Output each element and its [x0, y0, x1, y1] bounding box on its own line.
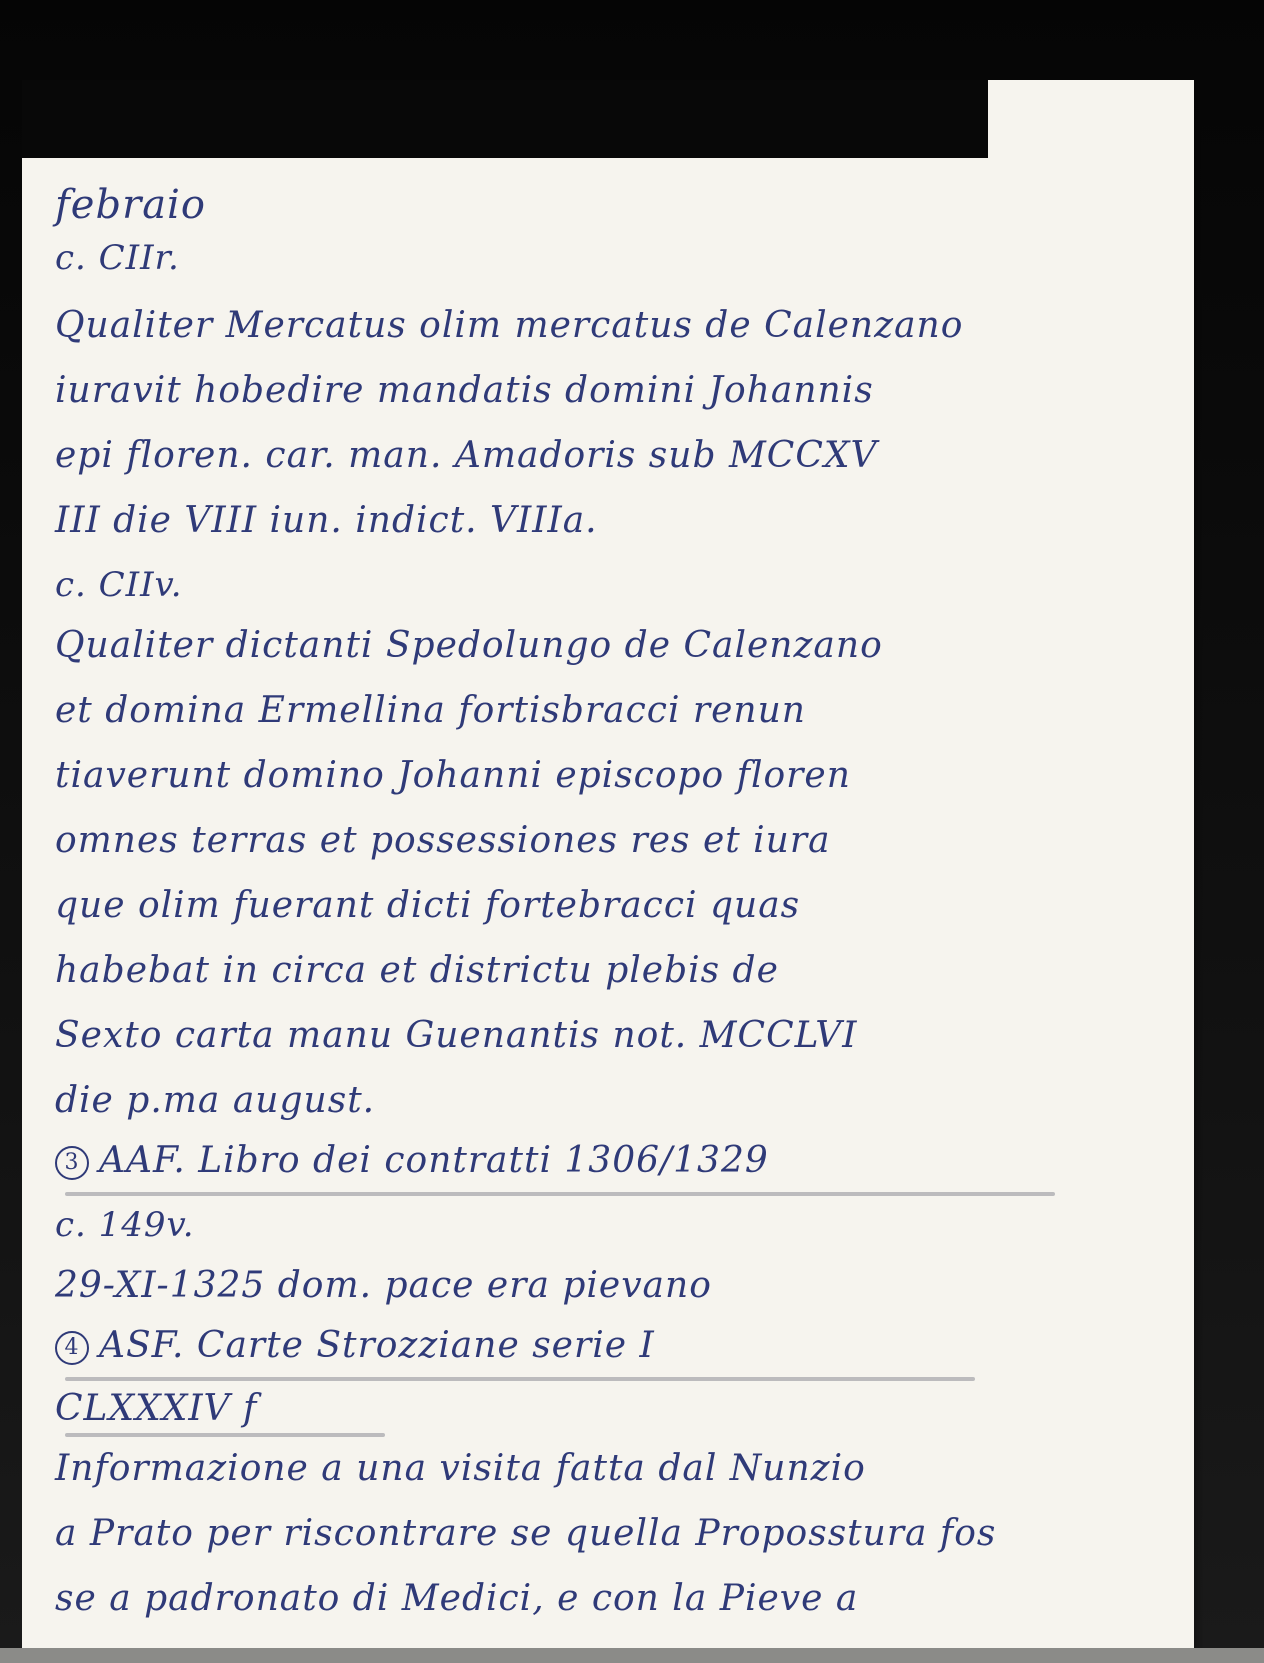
text-line: omnes terras et possessiones res et iura [55, 820, 831, 861]
footnote-4-source: ASF. Carte Strozziane serie I [99, 1325, 655, 1366]
folio-ref-1: c. CIIr. [55, 238, 180, 278]
text-line: Qualiter Mercatus olim mercatus de Calenzano [55, 305, 964, 346]
footnote-3-folio: c. 149v. [55, 1205, 195, 1245]
footnote-3-date: 29-XI-1325 dom. pace era pievano [55, 1265, 712, 1306]
footnote-4 [55, 1325, 655, 1366]
footnote-4-underline [65, 1377, 975, 1381]
folio-ref-2: c. CIIv. [55, 565, 183, 605]
text-line: que olim fuerant dicti fortebracci quas [55, 885, 801, 926]
text-line: se a padronato di Medici, e con la Pieve a [55, 1578, 859, 1619]
footnote-4-volume: CLXXXIV f [55, 1388, 258, 1429]
page-edge-shadow [1194, 80, 1204, 1648]
footnote-4-volume-underline [65, 1433, 385, 1437]
text-line: et domina Ermellina fortisbracci renun [55, 690, 806, 731]
text-line: habebat in circa et districtu plebis de [55, 950, 779, 991]
text-line: Sexto carta manu Guenantis not. MCCLVI [55, 1015, 858, 1056]
text-line: Informazione a una visita fatta dal Nunzio [55, 1448, 866, 1489]
footnote-4-number: 4 [55, 1331, 89, 1365]
footnote-3 [55, 1140, 769, 1181]
page-corner-shadow [22, 80, 988, 158]
footnote-3-underline [65, 1192, 1055, 1196]
text-line: epi floren. car. man. Amadoris sub MCCXV [55, 435, 878, 476]
footnote-3-number: 3 [55, 1146, 89, 1180]
text-line: a Prato per riscontrare se quella Proposstura fos [55, 1513, 997, 1554]
month-heading: febraio [55, 182, 206, 228]
text-line: Qualiter dictanti Spedolungo de Calenzano [55, 625, 883, 666]
text-line: tiaverunt domino Johanni episcopo floren [55, 755, 851, 796]
scanner-bottom-strip [0, 1648, 1264, 1663]
text-line: iuravit hobedire mandatis domini Johannis [55, 370, 874, 411]
footnote-3-source: AAF. Libro dei contratti 1306/1329 [99, 1140, 769, 1181]
text-line: III die VIII iun. indict. VIIIa. [55, 500, 598, 541]
text-line: die p.ma august. [55, 1080, 376, 1121]
